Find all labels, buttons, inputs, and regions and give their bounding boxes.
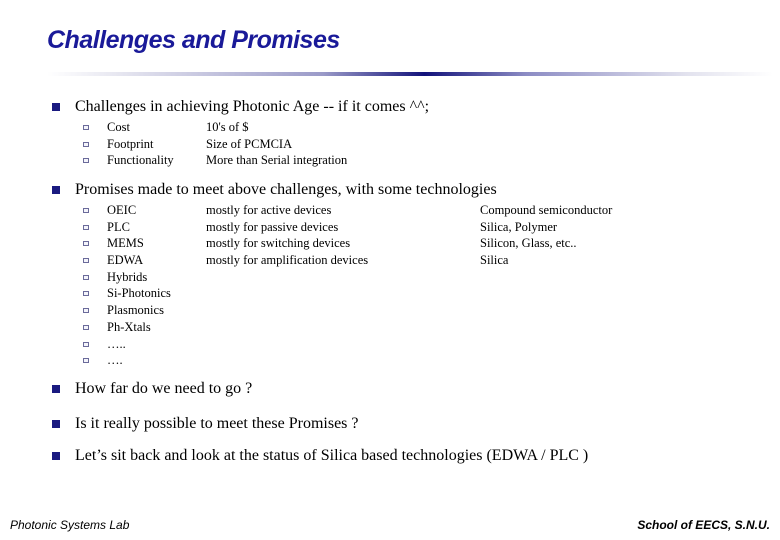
technology-material: Silica, Polymer bbox=[480, 219, 558, 234]
footer-lab-name: Photonic Systems Lab bbox=[10, 518, 130, 532]
technology-usage: mostly for amplification devices bbox=[206, 253, 369, 268]
technology-material-list bbox=[480, 202, 612, 269]
sub-bullet-icon bbox=[83, 225, 89, 230]
slide-title: Challenges and Promises bbox=[47, 26, 340, 54]
bullet-square-icon bbox=[52, 103, 60, 111]
sub-bullet-icon bbox=[83, 325, 89, 330]
challenges-names bbox=[107, 119, 174, 169]
technology-usage: mostly for active devices bbox=[206, 203, 332, 217]
question-item: Let’s sit back and look at the status of Silica based technologies (EDWA / PLC ) bbox=[75, 447, 589, 464]
technology-list bbox=[107, 202, 171, 369]
sub-bullet-icon bbox=[83, 208, 89, 213]
question-item: How far do we need to go ? bbox=[75, 380, 253, 397]
challenge-name: Cost bbox=[107, 120, 130, 134]
promises-heading: Promises made to meet above challenges, with some technologies bbox=[75, 181, 497, 198]
challenge-detail: More than Serial integration bbox=[206, 153, 348, 168]
technology-material: Compound semiconductor bbox=[480, 203, 613, 217]
title-underline bbox=[47, 72, 773, 76]
sub-bullet-icon bbox=[83, 125, 89, 130]
sub-bullet-icon bbox=[83, 308, 89, 313]
technology-item: Ph-Xtals bbox=[107, 319, 151, 334]
technology-item: Hybrids bbox=[107, 269, 148, 284]
technology-item: ….. bbox=[107, 336, 126, 351]
challenge-detail: 10's of $ bbox=[206, 120, 249, 134]
technology-item: Plasmonics bbox=[107, 303, 164, 318]
technology-usage: mostly for passive devices bbox=[206, 219, 339, 234]
sub-bullet-icon bbox=[83, 291, 89, 296]
challenge-detail: Size of PCMCIA bbox=[206, 136, 293, 151]
challenges-details bbox=[206, 119, 347, 169]
technology-material: Silicon, Glass, etc.. bbox=[480, 236, 577, 251]
technology-item: OEIC bbox=[107, 203, 137, 217]
sub-bullet-icon bbox=[83, 258, 89, 263]
technology-usage-list bbox=[206, 202, 368, 269]
technology-material: Silica bbox=[480, 253, 509, 268]
sub-bullet-icon bbox=[83, 275, 89, 280]
sub-bullet-icon bbox=[83, 358, 89, 363]
bullet-square-icon bbox=[52, 420, 60, 428]
bullet-square-icon bbox=[52, 186, 60, 194]
sub-bullet-icon bbox=[83, 158, 89, 163]
footer-school-name: School of EECS, S.N.U. bbox=[637, 518, 770, 532]
technology-item: Si-Photonics bbox=[107, 286, 171, 301]
sub-bullet-icon bbox=[83, 241, 89, 246]
question-item: Is it really possible to meet these Promises ? bbox=[75, 415, 359, 432]
technology-item: …. bbox=[107, 353, 123, 368]
sub-bullet-icon bbox=[83, 142, 89, 147]
bullet-square-icon bbox=[52, 452, 60, 460]
challenge-name: Footprint bbox=[107, 136, 154, 151]
technology-usage: mostly for switching devices bbox=[206, 236, 351, 251]
challenges-heading: Challenges in achieving Photonic Age -- if it comes ^^; bbox=[75, 98, 430, 115]
challenge-name: Functionality bbox=[107, 153, 174, 168]
technology-item: PLC bbox=[107, 219, 130, 234]
technology-item: MEMS bbox=[107, 236, 144, 251]
technology-item: EDWA bbox=[107, 253, 144, 268]
bullet-square-icon bbox=[52, 385, 60, 393]
sub-bullet-icon bbox=[83, 342, 89, 347]
